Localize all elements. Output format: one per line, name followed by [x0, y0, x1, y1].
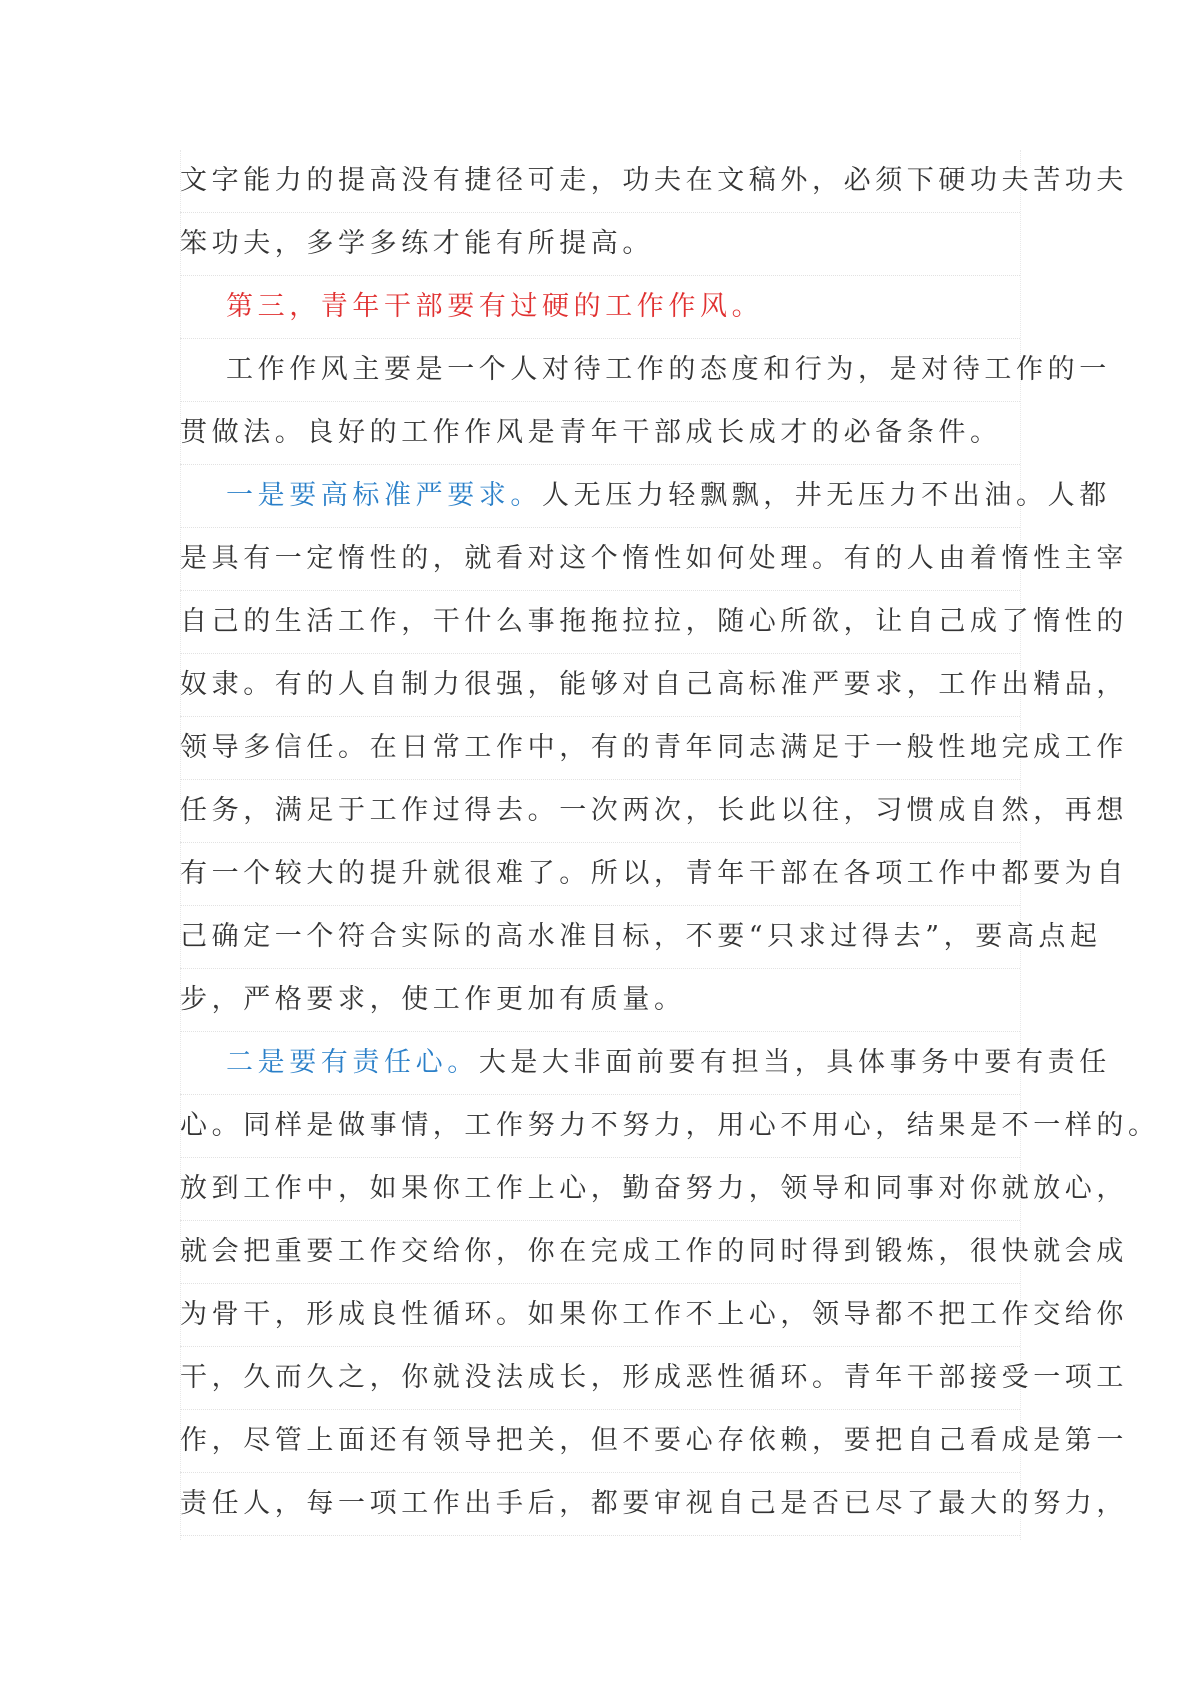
- paragraph-line: [180, 1473, 1128, 1536]
- line-text: 己确定一个符合实际的高水准目标，不要“只求过得去”，要高点起: [180, 921, 1102, 952]
- line-text: 就会把重要工作交给你，你在完成工作的同时得到锻炼，很快就会成: [180, 1236, 1128, 1267]
- paragraph-line: [180, 1221, 1128, 1284]
- line-text: 奴隶。有的人自制力很强，能够对自己高标准严要求，工作出精品，: [180, 669, 1128, 700]
- line-text: 文字能力的提高没有捷径可走，功夫在文稿外，必须下硬功夫苦功夫: [180, 165, 1128, 196]
- paragraph-line: [180, 1410, 1128, 1473]
- paragraph-line: [180, 591, 1128, 654]
- line-text: 任务，满足于工作过得去。一次两次，长此以往，习惯成自然，再想: [180, 795, 1128, 826]
- line-text: 贯做法。良好的工作作风是青年干部成长成才的必备条件。: [180, 417, 1002, 448]
- paragraph-line: [180, 969, 1020, 1032]
- line-text: 心。同样是做事情，工作努力不努力，用心不用心，结果是不一样的。: [180, 1110, 1160, 1141]
- line-text: 人无压力轻飘飘，井无压力不出油。人都: [542, 480, 1111, 511]
- paragraph-line: [180, 906, 1102, 969]
- paragraph-line: [180, 654, 1128, 717]
- paragraph-line: [180, 717, 1128, 780]
- paragraph-line: [180, 339, 1111, 402]
- line-text: 是具有一定惰性的，就看对这个惰性如何处理。有的人由着惰性主宰: [180, 543, 1128, 574]
- paragraph-line: [180, 1284, 1128, 1347]
- paragraph-line: [180, 213, 1020, 276]
- line-text: 为骨干，形成良性循环。如果你工作不上心，领导都不把工作交给你: [180, 1299, 1128, 1330]
- point-lead-text: 二是要有责任心。: [226, 1047, 479, 1078]
- point-lead-text: 一是要高标准严要求。: [226, 480, 542, 511]
- paragraph-line: [180, 1158, 1128, 1221]
- document-body: [180, 150, 1160, 1536]
- line-text: 责任人，每一项工作出手后，都要审视自己是否已尽了最大的努力，: [180, 1488, 1128, 1519]
- line-text: 笨功夫，多学多练才能有所提高。: [180, 228, 654, 259]
- line-text: 领导多信任。在日常工作中，有的青年同志满足于一般性地完成工作: [180, 732, 1128, 763]
- line-text: 自己的生活工作，干什么事拖拖拉拉，随心所欲，让自己成了惰性的: [180, 606, 1128, 637]
- paragraph-line: [180, 150, 1128, 213]
- line-text: 干，久而久之，你就没法成长，形成恶性循环。青年干部接受一项工: [180, 1362, 1128, 1393]
- line-text: 工作作风主要是一个人对待工作的态度和行为，是对待工作的一: [226, 354, 1111, 385]
- line-text: 大是大非面前要有担当，具体事务中要有责任: [478, 1047, 1111, 1078]
- line-text: 步，严格要求，使工作更加有质量。: [180, 984, 686, 1015]
- line-text: 放到工作中，如果你工作上心，勤奋努力，领导和同事对你就放心，: [180, 1173, 1128, 1204]
- paragraph-line: [180, 1095, 1160, 1158]
- line-text: 有一个较大的提升就很难了。所以，青年干部在各项工作中都要为自: [180, 858, 1128, 889]
- paragraph-line: [180, 1032, 1111, 1095]
- paragraph-line: [180, 780, 1128, 843]
- section-heading-text: 第三，青年干部要有过硬的工作作风。: [226, 291, 764, 322]
- paragraph-line: [180, 843, 1128, 906]
- line-text: 作，尽管上面还有领导把关，但不要心存依赖，要把自己看成是第一: [180, 1425, 1128, 1456]
- paragraph-line: [180, 465, 1111, 528]
- paragraph-line: [180, 528, 1128, 591]
- paragraph-line: [180, 1347, 1128, 1410]
- paragraph-line: [180, 402, 1020, 465]
- section-heading: [180, 276, 1020, 339]
